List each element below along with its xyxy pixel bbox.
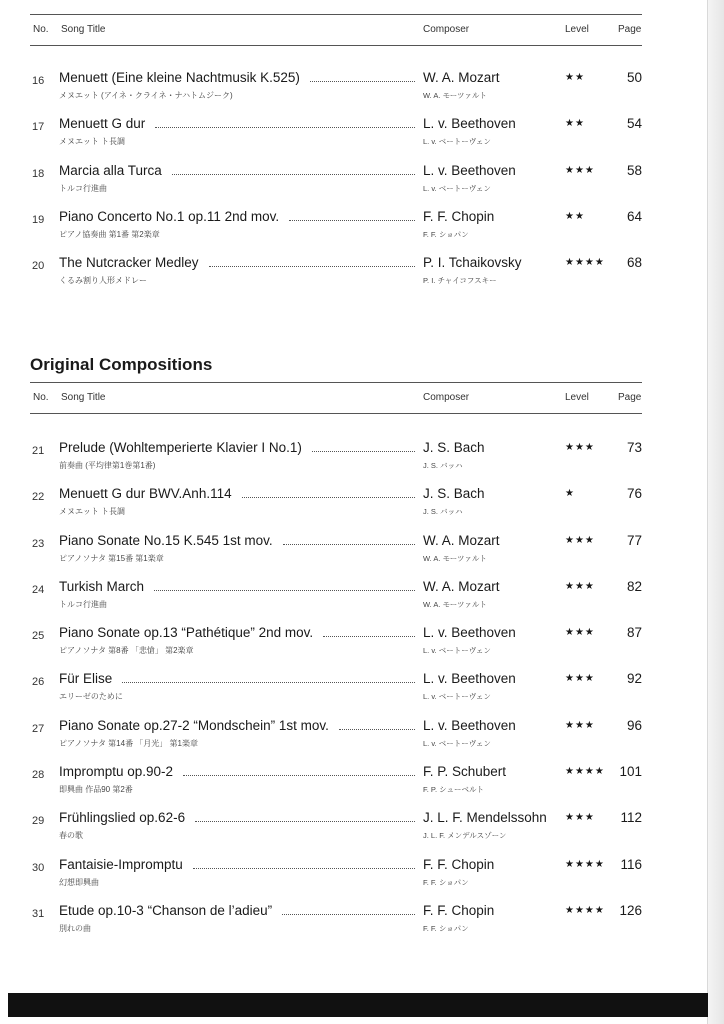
header-level: Level bbox=[565, 392, 589, 403]
section-title: Original Compositions bbox=[30, 355, 213, 374]
song-number: 21 bbox=[32, 445, 45, 457]
level-stars: ★★★ bbox=[565, 442, 595, 453]
dot-leader bbox=[339, 719, 415, 730]
song-title-line bbox=[59, 533, 421, 548]
composer-name-japanese: W. A. モーツァルト bbox=[423, 91, 487, 100]
page-number: 58 bbox=[626, 162, 642, 178]
composer-name: F. F. Chopin bbox=[423, 856, 495, 872]
dot-leader bbox=[155, 117, 415, 128]
song-title-line bbox=[59, 209, 421, 224]
song-title-japanese: トルコ行進曲 bbox=[59, 599, 107, 609]
composer-name-japanese: L. v. ベートーヴェン bbox=[423, 183, 491, 193]
song-title: Menuett G dur BWV.Anh.114 bbox=[59, 486, 232, 502]
song-title: The Nutcracker Medley bbox=[59, 255, 199, 271]
song-title-japanese: メヌエット (アイネ・クライネ・ナハトムジーク) bbox=[59, 91, 233, 100]
song-title: Prelude (Wohltemperierte Klavier I No.1) bbox=[59, 440, 302, 455]
dot-leader bbox=[310, 71, 415, 82]
song-title: Marcia alla Turca bbox=[59, 162, 162, 178]
level-stars: ★★★ bbox=[565, 812, 595, 824]
song-title-line bbox=[59, 440, 421, 455]
dot-leader bbox=[323, 626, 415, 637]
footer-bar bbox=[8, 993, 708, 1017]
header-composer: Composer bbox=[423, 24, 470, 35]
level-stars: ★★ bbox=[565, 72, 585, 83]
composer-name-japanese: W. A. モーツァルト bbox=[423, 553, 487, 563]
song-number: 17 bbox=[32, 121, 45, 134]
composer-name-japanese: J. S. バッハ bbox=[423, 507, 463, 517]
song-title-line bbox=[59, 70, 421, 85]
song-title: Frühlingslied op.62-6 bbox=[59, 810, 186, 826]
song-row bbox=[30, 205, 642, 251]
song-list bbox=[30, 436, 642, 945]
composer-name-japanese: L. v. ベートーヴェン bbox=[423, 137, 491, 147]
level-stars: ★★★ bbox=[565, 719, 595, 731]
level-stars: ★ bbox=[565, 488, 575, 500]
song-title-line bbox=[59, 579, 421, 594]
song-title-japanese: メヌエット ト長調 bbox=[59, 137, 126, 147]
song-title-japanese: くるみ割り人形メドレー bbox=[59, 276, 147, 286]
composer-name: L. v. Beethoven bbox=[423, 162, 516, 178]
song-title-japanese: 別れの曲 bbox=[59, 923, 91, 933]
page-number: 112 bbox=[620, 810, 642, 826]
song-row bbox=[30, 436, 642, 482]
composer-name: J. S. Bach bbox=[423, 486, 485, 502]
page-edge bbox=[707, 0, 724, 1024]
song-number: 19 bbox=[32, 213, 45, 226]
header-composer: Composer bbox=[423, 392, 470, 403]
dot-leader bbox=[122, 672, 415, 683]
song-row bbox=[30, 853, 642, 899]
level-stars: ★★ bbox=[565, 118, 585, 130]
song-title-japanese: ピアノ協奏曲 第1番 第2楽章 bbox=[59, 229, 160, 239]
level-stars: ★★★★ bbox=[565, 858, 605, 870]
song-title-japanese: ピアノソナタ 第15番 第1楽章 bbox=[59, 553, 164, 563]
page-number: 116 bbox=[620, 856, 642, 872]
song-title: Piano Sonate op.27-2 “Mondschein” 1st mov. bbox=[59, 717, 329, 733]
header-page: Page bbox=[618, 392, 642, 403]
page-number: 54 bbox=[626, 116, 642, 132]
page-number: 101 bbox=[619, 764, 642, 780]
song-number: 26 bbox=[32, 676, 45, 689]
page-number: 96 bbox=[626, 717, 642, 733]
page-number: 126 bbox=[619, 902, 642, 918]
song-title: Menuett G dur bbox=[59, 116, 146, 132]
page-number: 73 bbox=[626, 440, 642, 455]
composer-name: J. S. Bach bbox=[423, 440, 485, 455]
composer-name-japanese: F. F. ショパン bbox=[423, 877, 469, 887]
level-stars: ★★★★ bbox=[565, 257, 605, 269]
song-title-japanese: 即興曲 作品90 第2番 bbox=[59, 785, 133, 795]
composer-name-japanese: L. v. ベートーヴェン bbox=[423, 692, 491, 702]
composer-name-japanese: W. A. モーツァルト bbox=[423, 599, 487, 609]
header-level: Level bbox=[565, 24, 589, 35]
page-number: 92 bbox=[626, 671, 642, 687]
composer-name-japanese: L. v. ベートーヴェン bbox=[423, 646, 491, 656]
column-header bbox=[30, 382, 642, 414]
song-number: 16 bbox=[32, 75, 45, 87]
song-row bbox=[30, 667, 642, 713]
song-title: Für Elise bbox=[59, 671, 113, 687]
song-title-japanese: ピアノソナタ 第8番 「悲愴」 第2楽章 bbox=[59, 646, 194, 656]
level-stars: ★★★★ bbox=[565, 904, 605, 916]
composer-name: P. I. Tchaikovsky bbox=[423, 255, 522, 271]
song-title-line bbox=[59, 486, 421, 501]
composer-name: L. v. Beethoven bbox=[423, 116, 516, 132]
composer-name: W. A. Mozart bbox=[423, 578, 500, 594]
header-song-title: Song Title bbox=[61, 392, 106, 403]
song-list bbox=[30, 66, 642, 297]
level-stars: ★★★ bbox=[565, 580, 595, 592]
song-number: 20 bbox=[32, 260, 45, 273]
song-title-japanese: 春の歌 bbox=[59, 831, 83, 841]
song-title-japanese: 幻想即興曲 bbox=[59, 877, 99, 887]
song-title: Etude op.10-3 “Chanson de l’adieu” bbox=[59, 902, 273, 918]
level-stars: ★★★ bbox=[565, 534, 595, 546]
song-row bbox=[30, 760, 642, 806]
song-title-japanese: トルコ行進曲 bbox=[59, 183, 107, 193]
song-number: 18 bbox=[32, 167, 45, 180]
page-number: 87 bbox=[626, 625, 642, 641]
composer-name: F. F. Chopin bbox=[423, 902, 495, 918]
composer-name: L. v. Beethoven bbox=[423, 717, 516, 733]
composer-name: L. v. Beethoven bbox=[423, 625, 516, 641]
original-compositions-section bbox=[30, 354, 642, 945]
contents-section-continued bbox=[30, 14, 642, 297]
song-row bbox=[30, 714, 642, 760]
song-title-japanese: ピアノソナタ 第14番 「月光」 第1楽章 bbox=[59, 738, 198, 748]
page-number: 82 bbox=[626, 578, 642, 594]
page-number: 77 bbox=[626, 532, 642, 548]
header-no: No. bbox=[33, 24, 49, 35]
header-song-title: Song Title bbox=[61, 24, 106, 35]
song-title-line bbox=[59, 116, 421, 131]
song-title-line bbox=[59, 810, 421, 825]
header-page: Page bbox=[618, 24, 642, 35]
page-number: 64 bbox=[626, 208, 642, 224]
song-title-line bbox=[59, 163, 421, 178]
song-title: Impromptu op.90-2 bbox=[59, 764, 174, 780]
dot-leader bbox=[242, 487, 415, 498]
song-number: 28 bbox=[32, 769, 45, 782]
composer-name: F. F. Chopin bbox=[423, 208, 495, 224]
song-number: 22 bbox=[32, 491, 45, 504]
song-row bbox=[30, 575, 642, 621]
song-title: Piano Sonate op.13 “Pathétique” 2nd mov. bbox=[59, 625, 314, 641]
song-title: Menuett (Eine kleine Nachtmusik K.525) bbox=[59, 70, 300, 85]
song-number: 30 bbox=[32, 861, 45, 874]
composer-name-japanese: L. v. ベートーヴェン bbox=[423, 738, 491, 748]
song-row bbox=[30, 251, 642, 297]
page-number: 50 bbox=[626, 70, 642, 85]
composer-name: W. A. Mozart bbox=[423, 532, 500, 548]
song-row bbox=[30, 529, 642, 575]
composer-name-japanese: F. F. ショパン bbox=[423, 229, 469, 239]
song-number: 24 bbox=[32, 583, 45, 596]
song-row bbox=[30, 482, 642, 528]
song-number: 23 bbox=[32, 537, 45, 550]
song-number: 29 bbox=[32, 815, 45, 828]
level-stars: ★★★ bbox=[565, 164, 595, 176]
song-title-japanese: メヌエット ト長調 bbox=[59, 507, 126, 517]
dot-leader bbox=[209, 256, 415, 267]
song-title: Piano Sonate No.15 K.545 1st mov. bbox=[59, 532, 273, 548]
level-stars: ★★★ bbox=[565, 627, 595, 639]
song-title: Turkish March bbox=[59, 578, 145, 594]
composer-name-japanese: J. S. バッハ bbox=[423, 461, 463, 470]
song-row bbox=[30, 66, 642, 112]
composer-name-japanese: F. F. ショパン bbox=[423, 923, 469, 933]
column-header bbox=[30, 14, 642, 46]
composer-name-japanese: F. P. シューベルト bbox=[423, 785, 484, 795]
song-row bbox=[30, 899, 642, 945]
song-row bbox=[30, 621, 642, 667]
composer-name: F. P. Schubert bbox=[423, 764, 507, 780]
song-row bbox=[30, 112, 642, 158]
dot-leader bbox=[282, 904, 415, 915]
level-stars: ★★ bbox=[565, 210, 585, 222]
song-title-line bbox=[59, 625, 421, 640]
song-title-line bbox=[59, 764, 421, 779]
song-row bbox=[30, 159, 642, 205]
page-number: 76 bbox=[626, 486, 642, 502]
page-number: 68 bbox=[626, 255, 642, 271]
song-number: 31 bbox=[32, 907, 45, 920]
song-number: 27 bbox=[32, 722, 45, 735]
dot-leader bbox=[183, 765, 415, 776]
song-title-line bbox=[59, 857, 421, 872]
song-title: Fantaisie-Impromptu bbox=[59, 856, 183, 872]
dot-leader bbox=[195, 811, 415, 822]
header-no: No. bbox=[33, 392, 49, 403]
song-title-line bbox=[59, 255, 421, 270]
level-stars: ★★★★ bbox=[565, 766, 605, 778]
song-row bbox=[30, 806, 642, 852]
composer-name-japanese: P. I. チャイコフスキー bbox=[423, 276, 497, 286]
composer-name: J. L. F. Mendelssohn bbox=[423, 810, 547, 826]
level-stars: ★★★ bbox=[565, 673, 595, 685]
song-title-line bbox=[59, 718, 421, 733]
dot-leader bbox=[312, 441, 415, 452]
song-title-line bbox=[59, 671, 421, 686]
song-title-japanese: エリーゼのために bbox=[59, 692, 123, 702]
composer-name: W. A. Mozart bbox=[423, 70, 500, 85]
dot-leader bbox=[154, 580, 415, 591]
composer-name: L. v. Beethoven bbox=[423, 671, 516, 687]
dot-leader bbox=[193, 858, 415, 869]
song-title-line bbox=[59, 903, 421, 918]
dot-leader bbox=[283, 534, 415, 545]
song-number: 25 bbox=[32, 630, 45, 643]
song-title: Piano Concerto No.1 op.11 2nd mov. bbox=[59, 208, 280, 224]
dot-leader bbox=[289, 210, 415, 221]
song-title-japanese: 前奏曲 (平均律第1巻第1番) bbox=[59, 461, 156, 470]
dot-leader bbox=[172, 164, 415, 175]
composer-name-japanese: J. L. F. メンデルスゾーン bbox=[423, 831, 507, 841]
